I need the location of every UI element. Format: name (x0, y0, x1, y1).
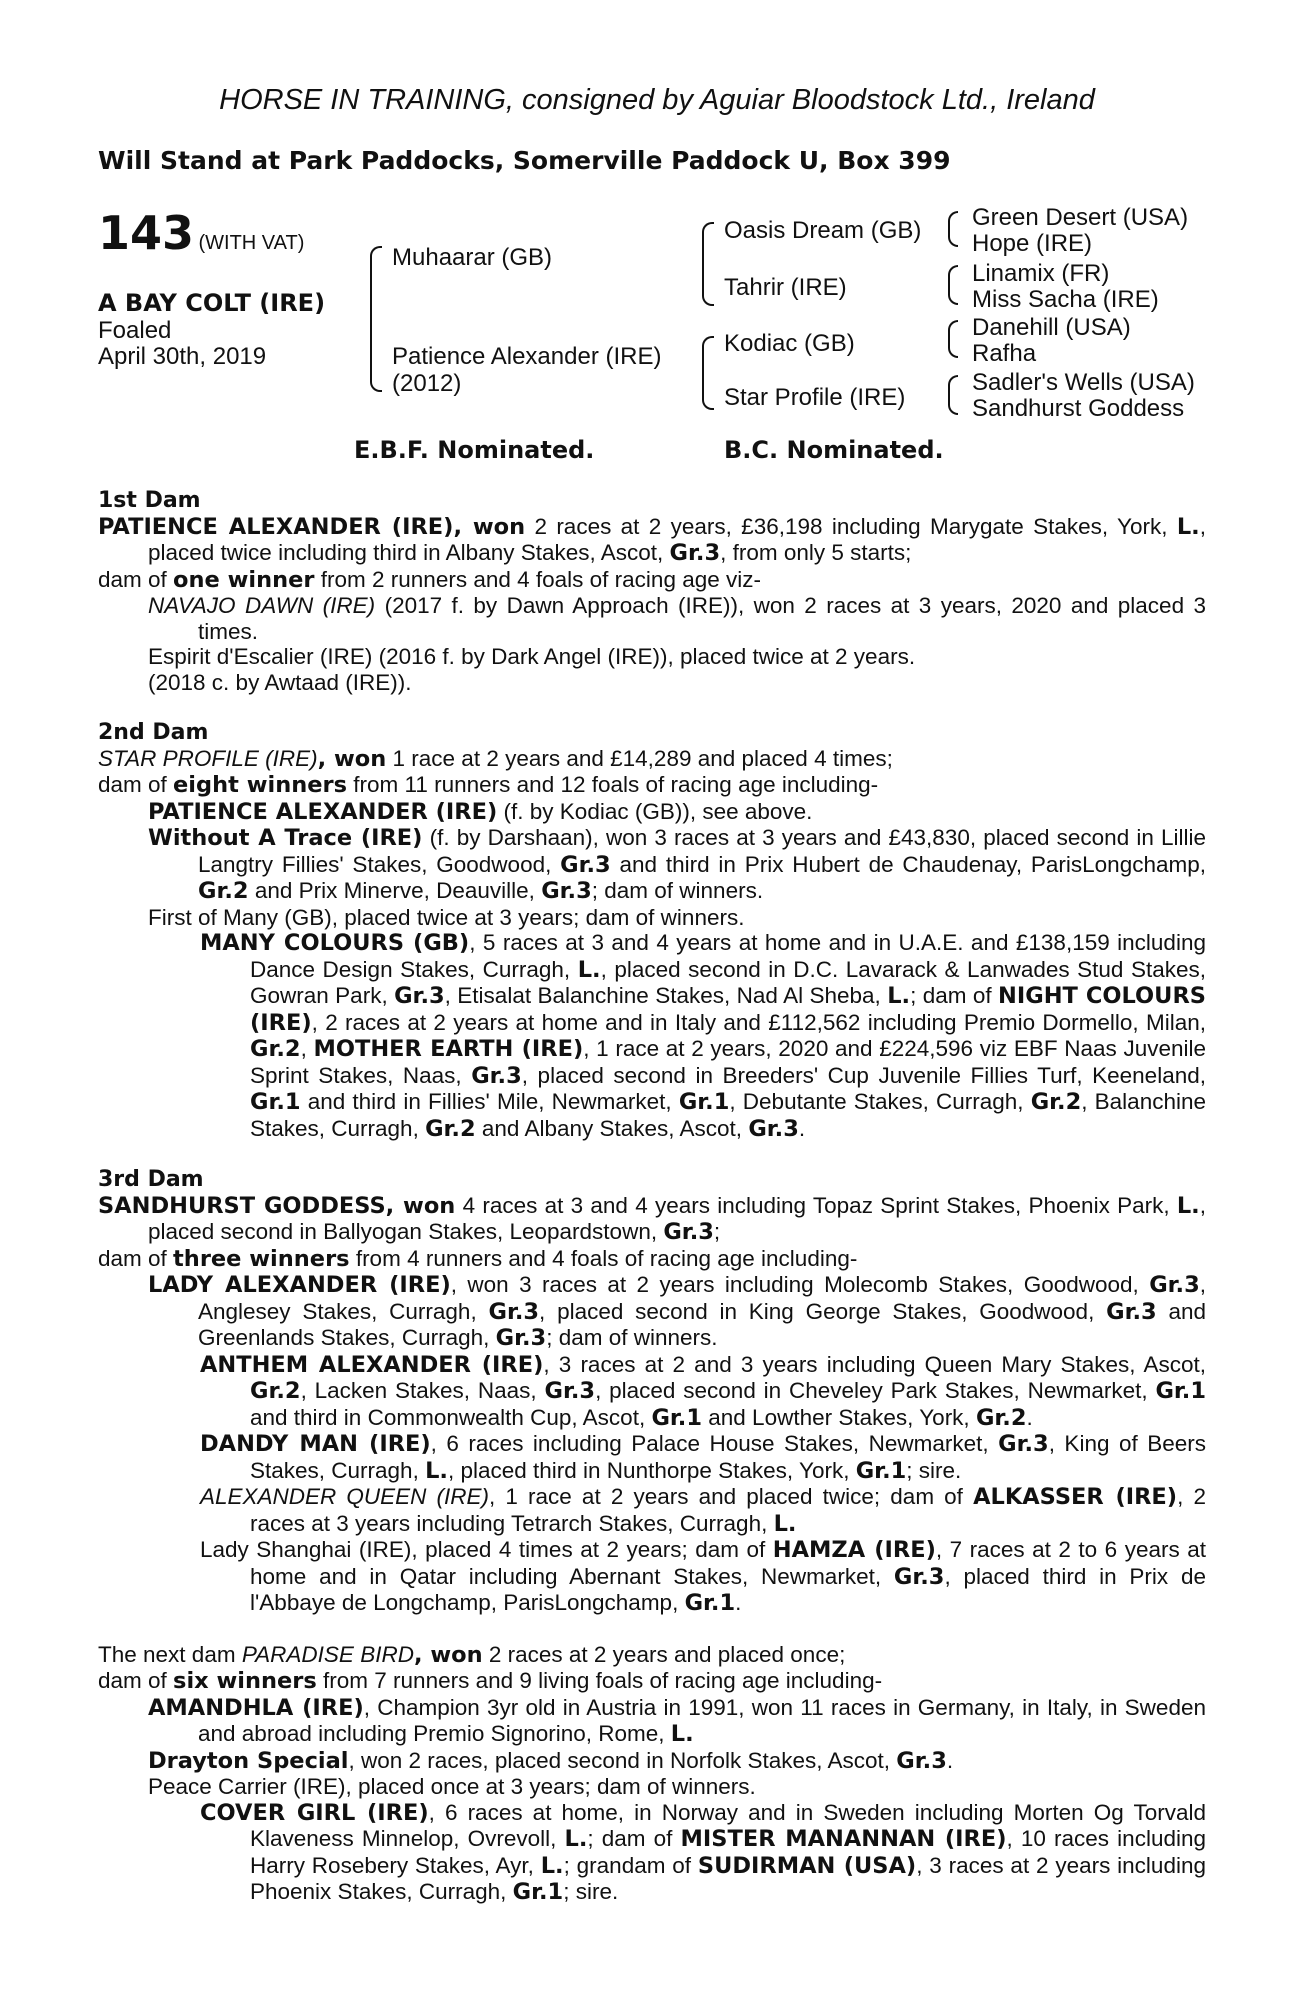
sire-sire-dam: Hope (IRE) (972, 230, 1093, 257)
second-dam-section (98, 720, 1206, 1142)
produce-item: First of Many (GB), placed twice at 3 years; dam of winners. (148, 904, 745, 930)
section-heading: 2nd Dam (98, 720, 209, 745)
produce-item: PATIENCE ALEXANDER (IRE) (f. by Kodiac (GB)), see above. (148, 798, 813, 825)
dam-dam-dam: Sandhurst Goddess (972, 395, 1185, 422)
pedigree-brace-sd (948, 265, 958, 305)
produce-item: Drayton Special, won 2 races, placed second in Norfolk Stakes, Ascot, Gr.3. (148, 1747, 954, 1774)
dam-produce-summary: dam of six winners from 7 runners and 9 living foals of racing age including- (98, 1668, 883, 1694)
lot-header (98, 206, 304, 260)
next-dam-section (98, 1642, 1206, 1906)
grand-produce-item: DANDY MAN (IRE), 6 races including Palace House Stakes, Newmarket, Gr.3, King of Beers Stakes, Curragh, L., placed third in Nunthorpe Stakes, York, Gr.1; sire. (200, 1431, 1206, 1484)
produce-item: Espirit d'Escalier (IRE) (2016 f. by Dark Angel (IRE)), placed twice at 2 years. (148, 644, 916, 669)
grand-produce-item: Lady Shanghai (IRE), placed 4 times at 2 years; dam of HAMZA (IRE), 7 races at 2 to 6 years at home and in Qatar including Abernant Stakes, Newmarket, Gr.3, placed third in Prix de l'Abbaye de Longchamp, ParisLongchamp, Gr.1. (200, 1537, 1206, 1616)
dam-year: (2012) (392, 370, 462, 397)
page-title: HORSE IN TRAINING, consigned by Aguiar Bloodstock Ltd., Ireland (219, 84, 1095, 116)
dam-dam: Star Profile (IRE) (724, 384, 906, 411)
produce-item: LADY ALEXANDER (IRE), won 3 races at 2 years including Molecomb Stakes, Goodwood, Gr.3, Anglesey Stakes, Curragh, Gr.3, placed second in King George Stakes, Goodwood, Gr.3 and Greenlands Stakes, Curragh, Gr.3; dam of winners. (148, 1272, 1207, 1351)
produce-item: AMANDHLA (IRE), Champion 3yr old in Austria in 1991, won 11 races in Germany, in Italy, in Sweden and abroad including Premio Signorino, Rome, L. (148, 1694, 1206, 1747)
foaled-label: Foaled (98, 317, 172, 344)
pedigree-brace-ss (948, 211, 958, 247)
ebf-nominated: E.B.F. Nominated. (354, 436, 595, 464)
produce-item: Without A Trace (IRE) (f. by Darshaan), won 3 races at 3 years and £43,830, placed second in Lillie Langtry Fillies' Stakes, Goodwood, Gr.3 and third in Prix Hubert de Chaudenay, ParisLongchamp, Gr.2 and Prix Minerve, Deauville, Gr.3; dam of winners. (148, 825, 1206, 904)
third-dam-section (98, 1167, 1206, 1617)
foaled-date: April 30th, 2019 (98, 343, 267, 370)
sire-dam-dam: Miss Sacha (IRE) (972, 286, 1159, 313)
horse-name: A BAY COLT (IRE) (98, 289, 326, 317)
dam-produce-summary: dam of three winners from 4 runners and 4 foals of racing age including- (98, 1245, 858, 1272)
dam-produce-summary: dam of eight winners from 11 runners and 12 foals of racing age including- (98, 772, 879, 798)
bc-nominated: B.C. Nominated. (724, 436, 944, 464)
lot-number: 143 (98, 206, 195, 260)
produce-item: (2018 c. by Awtaad (IRE)). (148, 669, 412, 695)
sire-sire: Oasis Dream (GB) (724, 217, 922, 244)
dam-name: Patience Alexander (IRE) (392, 343, 662, 370)
sire-dam-sire: Linamix (FR) (972, 260, 1110, 287)
grand-produce-item: ALEXANDER QUEEN (IRE), 1 race at 2 years and placed twice; dam of ALKASSER (IRE), 2 races at 3 years including Tetrarch Stakes, Curragh, L. (200, 1484, 1206, 1537)
dam-sire: Kodiac (GB) (724, 330, 855, 357)
dam-produce-summary: dam of one winner from 2 runners and 4 foals of racing age viz- (98, 566, 761, 593)
dam-record: PATIENCE ALEXANDER (IRE), won 2 races at 2 years, £36,198 including Marygate Stakes, York, L., placed twice including third in Albany Stakes, Ascot, Gr.3, from only 5 starts; (98, 513, 1206, 566)
dam-sire-sire: Danehill (USA) (972, 314, 1131, 341)
dam-sire-dam: Rafha (972, 340, 1037, 367)
grand-produce-item: ANTHEM ALEXANDER (IRE), 3 races at 2 and 3 years including Queen Mary Stakes, Ascot, Gr.2, Lacken Stakes, Naas, Gr.3, placed second in Cheveley Park Stakes, Newmarket, Gr.1 and third in Commonwealth Cup, Ascot, Gr.1 and Lowther Stakes, York, Gr.2. (200, 1351, 1206, 1431)
section-heading: 1st Dam (98, 488, 201, 513)
catalogue-body (98, 488, 1206, 1906)
dam-record: The next dam PARADISE BIRD, won 2 races at 2 years and placed once; (98, 1641, 846, 1668)
section-heading: 3rd Dam (98, 1167, 204, 1192)
sire-name: Muhaarar (GB) (392, 244, 553, 271)
dam-record: STAR PROFILE (IRE), won 1 race at 2 years and £14,289 and placed 4 times; (98, 745, 893, 772)
produce-item: NAVAJO DAWN (IRE) (2017 f. by Dawn Approach (IRE)), won 2 races at 3 years, 2020 and placed 3 times. (148, 593, 1206, 644)
pedigree-brace-sire (702, 222, 714, 306)
produce-item: Peace Carrier (IRE), placed once at 3 years; dam of winners. (148, 1774, 756, 1799)
pedigree-brace-main (370, 246, 382, 392)
sire-dam: Tahrir (IRE) (724, 274, 847, 301)
dam-record: SANDHURST GODDESS, won 4 races at 3 and 4 years including Topaz Sprint Stakes, Phoenix Park, L., placed second in Ballyogan Stakes, Leopardstown, Gr.3; (98, 1192, 1206, 1245)
dam-dam-sire: Sadler's Wells (USA) (972, 369, 1195, 396)
grand-produce-item: COVER GIRL (IRE), 6 races at home, in Norway and in Sweden including Morten Og Torvald Klaveness Minnelop, Ovrevoll, L.; dam of MISTER MANANNAN (IRE), 10 races including Harry Rosebery Stakes, Ayr, L.; grandam of SUDIRMAN (USA), 3 races at 2 years including Phoenix Stakes, Curragh, Gr.1; sire. (200, 1799, 1206, 1905)
vat-label: (WITH VAT) (198, 232, 305, 254)
stand-location: Will Stand at Park Paddocks, Somerville Paddock U, Box 399 (98, 146, 951, 175)
first-dam-section (98, 488, 1206, 695)
pedigree-brace-ds (948, 320, 958, 358)
sire-sire-sire: Green Desert (USA) (972, 204, 1189, 231)
grand-produce-item: MANY COLOURS (GB), 5 races at 3 and 4 years at home and in U.A.E. and £138,159 including Dance Design Stakes, Curragh, L., placed second in D.C. Lavarack & Lanwades Stud Stakes, Gowran Park, Gr.3, Etisalat Balanchine Stakes, Nad Al Sheba, L.; dam of NIGHT COLOURS (IRE), 2 races at 2 years at home and in Italy and £112,562 including Premio Dormello, Milan, Gr.2, MOTHER EARTH (IRE), 1 race at 2 years, 2020 and £224,596 viz EBF Naas Juvenile Sprint Stakes, Naas, Gr.3, placed second in Breeders' Cup Juvenile Fillies Turf, Keeneland, Gr.1 and third in Fillies' Mile, Newmarket, Gr.1, Debutante Stakes, Curragh, Gr.2, Balanchine Stakes, Curragh, Gr.2 and Albany Stakes, Ascot, Gr.3. (200, 930, 1206, 1142)
pedigree-brace-dd (948, 375, 958, 415)
pedigree-brace-dam (702, 336, 714, 410)
